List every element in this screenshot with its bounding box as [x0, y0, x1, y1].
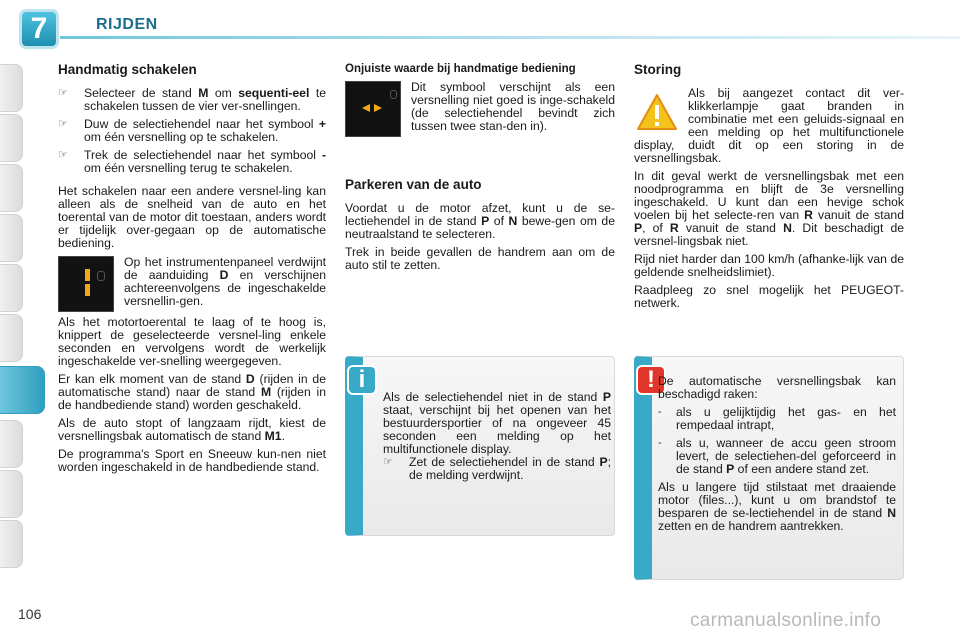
header-rule [60, 36, 960, 39]
paragraph: In dit geval werkt de versnellingsbak met een noodprogramma en blijft de 3e versnelling ingeschakeld. U kunt dan een hevige schok voelen bij het selecte-ren van R vanuit de stand P, of R vanuit de stand N. Dit beschadigt de versnel-lingsbak niet. [634, 169, 905, 248]
list-item: ☞ Selecteer de stand M om sequenti-eel te schakelen tussen de vier ver-snellingen. [58, 86, 326, 113]
paragraph: Als bij aangezet contact dit ver-klikkerlampje gaat branden in combinatie met een geluids-signaal en een melding op het multifunctionele display, duidt dit op een storing in de versnellingsbak. [634, 86, 904, 165]
info-box [345, 356, 615, 536]
side-tab[interactable] [0, 420, 23, 468]
left-column [58, 62, 326, 474]
side-tab[interactable] [0, 314, 23, 362]
paragraph: Trek in beide gevallen de handrem aan om de auto stil te zetten. [345, 245, 615, 272]
paragraph: De programma's Sport en Sneeuw kun-nen niet worden ingeschakeld in de handbediende stand. [58, 447, 326, 474]
middle-column [345, 63, 615, 272]
exclamation-icon: ! [638, 367, 664, 393]
list-item: ☞ Trek de selectiehendel naar het symbool - om één versnelling terug te schakelen. [58, 148, 326, 175]
side-tab[interactable] [0, 114, 23, 162]
alert-text: Als u langere tijd stilstaat met draaiende motor (files...), kunt u om brandstof te besparen de se-lectiehendel in de stand N zetten en de handrem aantrekken. [658, 480, 896, 533]
hand-pointer-icon: ☞ [58, 87, 68, 99]
hand-pointer-icon: ☞ [383, 456, 393, 468]
section-heading: Storing [634, 62, 682, 77]
list-item: - als u, wanneer de accu geen stroom levert, de selectiehen-del geforceerd in de stand P of een andere stand zet. [658, 436, 896, 476]
chapter-title: RIJDEN [96, 16, 158, 33]
paragraph: Als het motortoerental te laag of te hoog is, knippert de geselecteerde versnel-ling enkele seconden en vervolgens wordt de werkelijk ingeschakelde ver-snelling weergegeven. [58, 315, 326, 368]
watermark: carmanualsonline.info [690, 610, 882, 631]
list-item: ☞ Zet de selectiehendel in de stand P; de melding verdwijnt. [383, 455, 611, 482]
subheading: Onjuiste waarde bij handmatige bediening [345, 63, 576, 75]
figure-with-text [58, 256, 326, 312]
list-item: ☞ Duw de selectiehendel naar het symbool + om één versnelling op te schakelen. [58, 117, 326, 144]
list-item: - als u gelijktijdig het gas- en het rempedaal intrapt, [658, 405, 896, 432]
chapter-badge: 7 [22, 12, 56, 46]
hand-pointer-icon: ☞ [58, 149, 68, 161]
side-tab[interactable] [0, 520, 23, 568]
section-heading: Parkeren van de auto [345, 177, 482, 192]
warning-triangle-icon [636, 93, 678, 131]
side-tab[interactable] [0, 214, 23, 262]
paragraph: Voordat u de motor afzet, kunt u de se-lectiehendel in de stand P of N bewe-gen om de neutraalstand te selecteren. [345, 201, 615, 241]
side-tab[interactable] [0, 164, 23, 212]
side-tab[interactable] [0, 64, 23, 112]
paragraph: Het schakelen naar een andere versnel-ling kan alleen als de snelheid van de auto en het toerental van de motor dit toestaan, anders wordt er tijdelijk over-gegaan op de automatische bediening. [58, 184, 326, 250]
gear-display-image [58, 256, 114, 312]
paragraph: Er kan elk moment van de stand D (rijden in de automatische stand) naar de stand M (rijden in de handbediende stand) worden geschakeld. [58, 372, 326, 412]
info-icon: i [349, 367, 375, 393]
paragraph: Rijd niet harder dan 100 km/h (afhanke-lijk van de geldende snelheidslimiet). [634, 252, 904, 279]
page-number: 106 [18, 606, 42, 622]
paragraph: Dit symbool verschijnt als een versnelling niet goed is inge-schakeld (de selectiehendel bevindt zich tussen twee stan-den in). [411, 80, 615, 133]
side-tab[interactable] [0, 264, 23, 312]
alert-text: De automatische versnellingsbak kan beschadigd raken: [658, 374, 896, 401]
alert-box [634, 356, 904, 580]
info-text: Als de selectiehendel niet in de stand P staat, verschijnt bij het openen van het bestuurdersportier of na ongeveer 45 seconden een melding op het multifunctionele display. [383, 390, 611, 456]
paragraph: Als de auto stopt of langzaam rijdt, kiest de versnellingsbak automatisch de stand M1. [58, 416, 326, 443]
figure-with-text [345, 81, 615, 137]
hand-pointer-icon: ☞ [58, 118, 68, 130]
paragraph: Op het instrumentenpaneel verdwijnt de aanduiding D en verschijnen achtereenvolgens de ingeschakelde versnellin-gen. [124, 255, 326, 308]
side-tab-active[interactable] [0, 366, 45, 414]
warning-block [634, 87, 904, 165]
gear-warning-image [345, 81, 401, 137]
side-tab[interactable] [0, 470, 23, 518]
paragraph: Raadpleeg zo snel mogelijk het PEUGEOT-netwerk. [634, 283, 904, 310]
right-column [634, 62, 904, 310]
section-heading: Handmatig schakelen [58, 62, 197, 77]
